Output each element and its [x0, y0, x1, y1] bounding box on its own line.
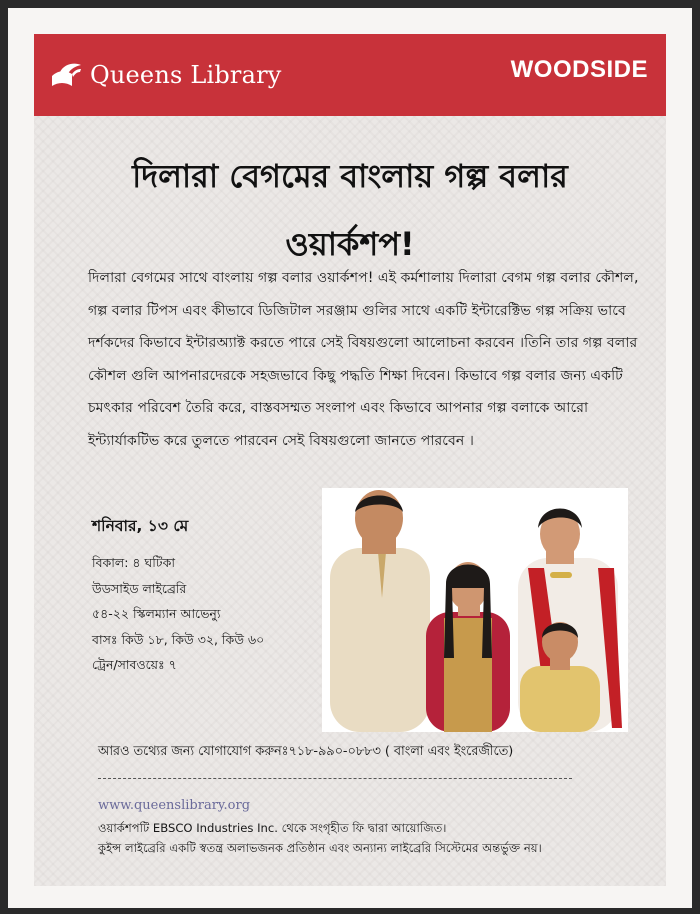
library-url-link[interactable]: www.queenslibrary.org: [98, 798, 251, 813]
family-illustration: [322, 488, 628, 732]
branch-name: WOODSIDE: [510, 56, 648, 83]
title-line-1: দিলারা বেগমের বাংলায় গল্প বলার: [132, 157, 568, 195]
event-time: বিকাল: ৪ ঘটিকা: [92, 555, 175, 570]
brand-name: Queens Library: [90, 61, 282, 89]
event-date: শনিবার, ১৩ মে: [92, 517, 189, 535]
event-details: [92, 514, 322, 678]
dashed-divider: [98, 778, 572, 779]
disclaimer-note: কুইন্স লাইব্রেরি একটি স্বতন্ত্র অলাভজনক প্রতিষ্ঠান এবং অন্যান্য লাইব্রেরি সিস্টেমের অন্তর্ভুক্ত নয়।: [98, 841, 542, 855]
family-photo: [322, 488, 628, 732]
contact-info: আরও তথ্যের জন্য যোগাযোগ করুনঃ৭১৮-৯৯০-০৮৮৩ ( বাংলা এবং ইংরেজীতে): [98, 744, 514, 759]
funding-note: ওয়ার্কশপটি EBSCO Industries Inc. থেকে সংগৃহীত ফি দ্বারা আয়োজিত।: [98, 821, 447, 835]
workshop-title: [60, 142, 640, 278]
event-train: ট্রেন/সাবওয়েঃ ৭: [92, 657, 177, 672]
event-location: উডসাইড লাইব্রেরি: [92, 580, 187, 596]
header-banner: [34, 34, 666, 116]
queens-library-logo-icon: [50, 62, 82, 88]
event-address: ৫৪-২২ স্কিলম্যান আভেন্যু: [92, 606, 221, 621]
event-bus: বাসঃ কিউ ১৮, কিউ ৩২, কিউ ৬০: [92, 631, 265, 647]
workshop-description: দিলারা বেগমের সাথে বাংলায় গল্প বলার ওয়ার্কশপ! এই কর্মশালায় দিলারা বেগম গল্প বলার কৌশল, গল্প বলার টিপস এবং কীভাবে ডিজিটাল সরঞ্জাম গুলির সাথে একটি ইন্টারেক্টিভ গল্প সক্রিয় ভাবে দর্শকদের কিভাবে ইন্টারঅ্যাক্ট করতে পারে সেই বিষয়গুলো আলোচনা করবেন ।তিনি তার গল্প বলার কৌশল গুলি আপনারদেরকে সহজভাবে কিছু পদ্ধতি শিক্ষা দিবেন। কিভাবে গল্প বলার জন্য একটি চমৎকার পরিবেশ তৈরি করে, বাস্তবসম্মত সংলাপ এবং কিভাবে আপনার গল্প বলাকে আরো ইন্ট্যার্যাকটিভ করে তুলতে পারবেন সেই বিষয়গুলো জানতে পারবেন ।: [88, 270, 639, 449]
title-line-2: ওয়ার্কশপ!: [285, 225, 415, 263]
